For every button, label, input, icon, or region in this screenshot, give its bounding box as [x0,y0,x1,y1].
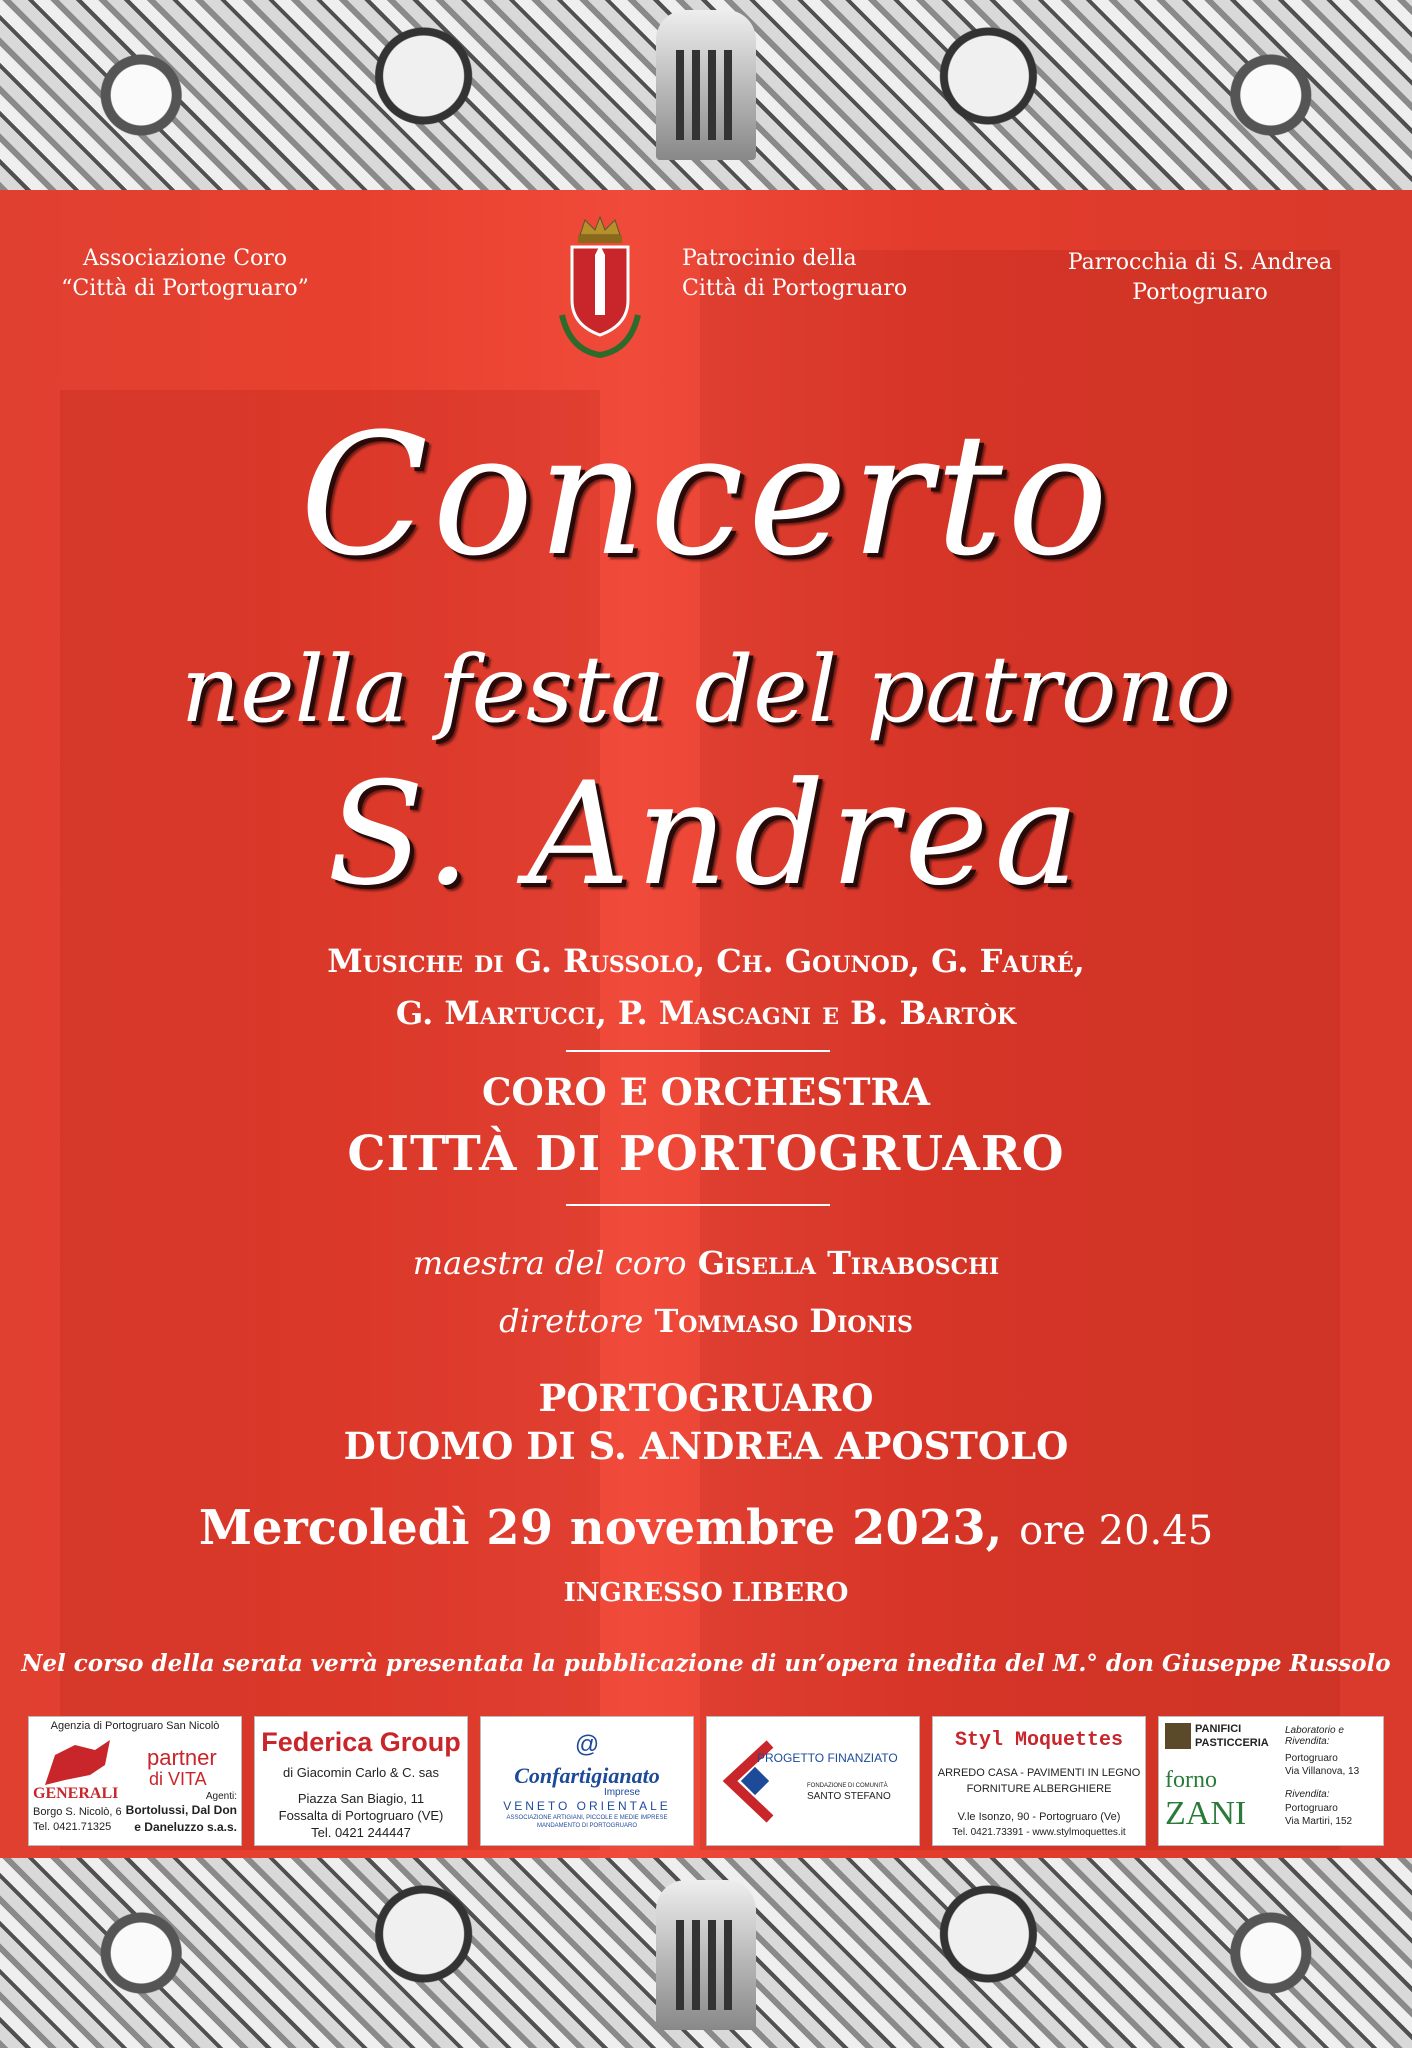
sponsor-federica-group [254,1716,468,1846]
parish-line2: Portogruaro [1132,280,1268,305]
confartigianato-line2: MANDAMENTO DI PORTOGRUARO [536,1823,637,1829]
divider-top [566,1050,830,1052]
event-note: Nel corso della serata verrà presentata la pubblicazione di un’opera inedita del M.° don Giuseppe Russolo [21,1650,1391,1677]
zani-lab-label: Laboratorio e Rivendita: [1285,1725,1344,1747]
zani-lab-city: Portogruaro [1285,1753,1338,1764]
title-s-andrea: S. Andrea [327,752,1085,917]
generali-partner2: di VITA [149,1769,207,1789]
patronage [682,244,922,304]
confartigianato-logo-icon: @ [574,1731,600,1758]
music-composers [0,935,1412,1039]
choir-master-name: Gisella Tiraboschi [697,1244,1000,1282]
styl-line3: V.le Isonzo, 90 - Portogruaro (Ve) [957,1811,1121,1823]
director [0,1302,1412,1340]
confartigianato-line1: ASSOCIAZIONE ARTIGIANI, PICCOLE E MEDIE IMPRESE [506,1815,668,1821]
sponsor-progetto-finanziato [706,1716,920,1846]
event-date-text: Mercoledì 29 novembre 2023, [198,1500,1003,1556]
organizer-line2: “Città di Portogruaro” [61,276,309,301]
styl-line4: Tel. 0421.73391 - www.stylmoquettes.it [952,1827,1126,1838]
generali-agents-line2: e Daneluzzo s.a.s. [134,1820,237,1834]
director-role: direttore [499,1302,644,1340]
event-date [0,1500,1412,1556]
sponsor-generali [28,1716,242,1846]
choir-master-role: maestra del coro [412,1244,687,1282]
zani-lab-address: Via Villanova, 13 [1285,1766,1360,1777]
music-line1: Musiche di G. Russolo, Ch. Gounod, G. Fauré, [327,942,1085,980]
zani-name: ZANI [1165,1795,1247,1832]
confartigianato-region: VENETO ORIENTALE [503,1799,671,1813]
generali-partner: partner [147,1745,217,1770]
parish [1040,248,1360,308]
title-concerto: Concerto [299,397,1113,593]
confartigianato-name: Confartigianato [514,1763,660,1788]
confartigianato-sub: Imprese [603,1787,641,1798]
generali-address: Borgo S. Nicolò, 6 [33,1806,122,1818]
organizer-line1: Associazione Coro [82,246,288,271]
city-crest-icon [550,215,650,365]
federica-line1: di Giacomin Carlo & C. sas [282,1765,440,1780]
sponsor-confartigianato [480,1716,694,1846]
venue-name: DUOMO DI S. ANDREA APOSTOLO [343,1424,1069,1468]
zani-line1: PANIFICI [1195,1723,1242,1735]
divider-bottom [566,1204,830,1206]
patronage-line1: Patrocinio della [682,246,857,271]
zani-shop-address: Via Martiri, 152 [1285,1816,1353,1827]
styl-line2: FORNITURE ALBERGHIERE [966,1783,1112,1795]
zani-shop-city: Portogruaro [1285,1803,1338,1814]
federica-name: Federica Group [261,1727,461,1757]
generali-agency: Agenzia di Portogruaro San Nicolò [50,1720,220,1732]
music-line2: G. Martucci, P. Mascagni e B. Bartòk [395,994,1017,1032]
zani-shop-label: Rivendita: [1285,1789,1330,1800]
styl-line1: ARREDO CASA - PAVIMENTI IN LEGNO [937,1767,1141,1779]
ensemble-line1: CORO E ORCHESTRA [482,1070,930,1114]
generali-phone: Tel. 0421.71325 [33,1821,112,1833]
venue-city: PORTOGRUARO [538,1376,874,1420]
federica-line3: Fossalta di Portogruaro (VE) [278,1808,444,1823]
generali-agents-label: Agenti: [205,1791,237,1802]
progetto-label: PROGETTO FINANZIATO [757,1751,898,1765]
patronage-line2: Città di Portogruaro [682,276,908,301]
top-ornament-organ [656,10,756,160]
generali-agents-line1: Bortolussi, Dal Don [125,1803,237,1817]
sponsor-strip [28,1716,1384,1846]
styl-name: Styl Moquettes [954,1729,1124,1752]
organizer-association [50,244,320,304]
title-festa: nella festa del patrono [180,636,1232,743]
generali-lion-icon [35,1735,125,1790]
entry-info: INGRESSO LIBERO [563,1578,849,1608]
progetto-line1: FONDAZIONE DI COMUNITÀ [807,1783,888,1789]
federica-line2: Piazza San Biagio, 11 [297,1791,425,1806]
sponsor-styl-moquettes [932,1716,1146,1846]
sponsor-forno-zani [1158,1716,1384,1846]
parish-line1: Parrocchia di S. Andrea [1067,250,1333,275]
federica-line4: Tel. 0421 244447 [311,1825,411,1840]
choir-master [0,1244,1412,1282]
zani-oven-icon [1165,1723,1191,1749]
zani-forno: forno [1165,1767,1217,1793]
progetto-line2: SANTO STEFANO [807,1791,891,1802]
event-time: ore 20.45 [1019,1508,1214,1554]
generali-brand: GENERALI [33,1785,119,1802]
bottom-ornament-organ [656,1880,756,2030]
zani-line2: PASTICCERIA [1195,1737,1269,1749]
director-name: Tommaso Dionis [654,1302,913,1340]
ensemble-line2: CITTÀ DI PORTOGRUARO [347,1126,1065,1182]
